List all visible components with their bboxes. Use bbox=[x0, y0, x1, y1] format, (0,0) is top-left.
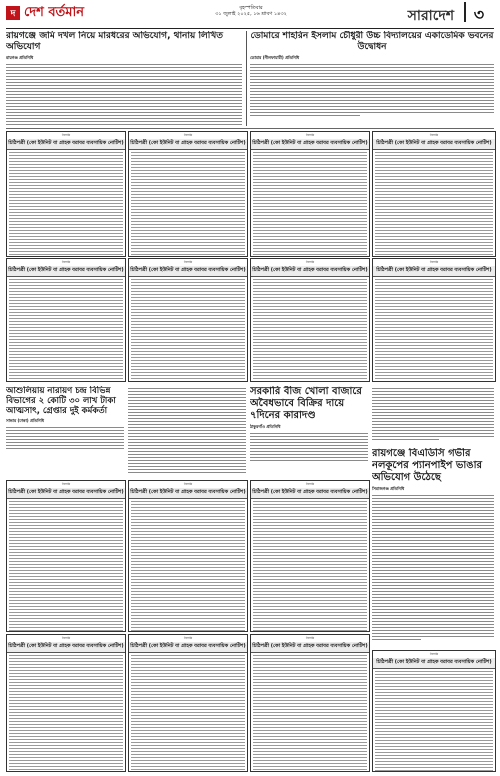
section-rule bbox=[6, 128, 494, 129]
notice-tag: নিলামি bbox=[61, 482, 71, 486]
notice-tag: নিলামি bbox=[183, 260, 193, 264]
masthead-rule bbox=[6, 28, 494, 29]
story-byline: সাভার (ঢাকা) প্রতিনিধি bbox=[6, 418, 45, 423]
notice-tag: নিলামি bbox=[305, 482, 315, 486]
legal-notice bbox=[372, 258, 496, 382]
masthead bbox=[6, 4, 494, 26]
story-school-building bbox=[250, 31, 494, 126]
story-headline: ডোমারে শাহরিন ইসলাম চৌধুরী উচ্চ বিদ্যালয়ের একাডেমিক ভবনের উদ্বোধন bbox=[250, 31, 494, 52]
legal-notice bbox=[250, 258, 370, 382]
legal-notice bbox=[128, 634, 248, 772]
story-body-continued bbox=[372, 386, 494, 442]
story-body bbox=[372, 388, 494, 440]
notice-tag: নিলামি bbox=[183, 636, 193, 640]
legal-notice bbox=[6, 480, 126, 632]
legal-notice bbox=[128, 131, 248, 257]
story-body-continued bbox=[128, 386, 246, 476]
issue-date-block bbox=[196, 5, 306, 17]
notice-title: চিঠিপত্রী (কো ইউনিট বা গ্রাহক বরাবর ব্যবসায়িক নোটিশ) bbox=[251, 266, 369, 277]
story-body bbox=[128, 388, 246, 473]
notice-tag: নিলামি bbox=[61, 260, 71, 264]
legal-notice bbox=[250, 480, 370, 632]
section-title: সারাদেশ bbox=[407, 8, 454, 24]
notice-title: চিঠিপত্রী (কো ইউনিট বা গ্রাহক বরাবর ব্যবসায়িক নোটিশ) bbox=[129, 642, 247, 653]
story-body bbox=[250, 433, 368, 461]
notice-title: চিঠিপত্রী (কো ইউনিট বা গ্রাহক বরাবর ব্যবসায়িক নোটিশ) bbox=[251, 642, 369, 653]
legal-notice bbox=[6, 258, 126, 382]
issue-day: বৃহস্পতিবার bbox=[239, 5, 263, 11]
notice-title: চিঠিপত্রী (কো ইউনিট বা গ্রাহক বরাবর ব্যবসায়িক নোটিশ) bbox=[129, 139, 247, 150]
notice-tag: নিলামি bbox=[183, 133, 193, 137]
story-headline: রায়গঞ্জে জমি দখল নিয়ে মারধরের অভিযোগ, থানায় লিখিত অভিযোগ bbox=[6, 31, 223, 52]
notice-tag: নিলামি bbox=[183, 482, 193, 486]
legal-notice bbox=[250, 131, 370, 257]
legal-notice bbox=[372, 650, 496, 772]
notice-tag: নিলামি bbox=[305, 260, 315, 264]
page-number: ৩ bbox=[464, 2, 492, 22]
story-embezzlement bbox=[6, 386, 124, 476]
story-land-dispute bbox=[6, 31, 242, 126]
legal-notice bbox=[128, 480, 248, 632]
story-body bbox=[6, 427, 124, 449]
notice-title: চিঠিপত্রী (কো ইউনিট বা গ্রাহক বরাবর ব্যবসায়িক নোটিশ) bbox=[129, 488, 247, 499]
newspaper-logo bbox=[6, 4, 84, 22]
logo-text: দেশ বর্তমান bbox=[24, 4, 85, 20]
notice-title: চিঠিপত্রী (কো ইউনিট বা গ্রাহক বরাবর ব্যবসায়িক নোটিশ) bbox=[251, 488, 369, 499]
notice-title: চিঠিপত্রী (কো ইউনিট বা গ্রাহক বরাবর ব্যবসায়িক নোটিশ) bbox=[373, 139, 495, 150]
notice-title: চিঠিপত্রী (কো ইউনিট বা গ্রাহক বরাবর ব্যবসায়িক নোটিশ) bbox=[7, 139, 125, 150]
story-byline: সিরাজগঞ্জ প্রতিনিধি bbox=[372, 486, 405, 491]
notice-tag: নিলামি bbox=[429, 133, 439, 137]
issue-date: ৩১ জুলাই ২০২৫, ১৬ শ্রাবণ ১৪৩২ bbox=[215, 11, 287, 17]
notice-title: চিঠিপত্রী (কো ইউনিট বা গ্রাহক বরাবর ব্যবসায়িক নোটিশ) bbox=[251, 139, 369, 150]
notice-title: চিঠিপত্রী (কো ইউনিট বা গ্রাহক বরাবর ব্যবসায়িক নোটিশ) bbox=[129, 266, 247, 277]
story-byline: ঠাকুরগাঁও প্রতিনিধি bbox=[250, 424, 281, 429]
notice-title: চিঠিপত্রী (কো ইউনিট বা গ্রাহক বরাবর ব্যবসায়িক নোটিশ) bbox=[7, 642, 125, 653]
notice-title: চিঠিপত্রী (কো ইউনিট বা গ্রাহক বরাবর ব্যবসায়িক নোটিশ) bbox=[373, 658, 495, 669]
legal-notice bbox=[6, 131, 126, 257]
story-body bbox=[6, 64, 242, 126]
notice-tag: নিলামি bbox=[429, 652, 439, 656]
column-divider bbox=[246, 31, 247, 126]
story-byline: রায়গঞ্জ প্রতিনিধি bbox=[6, 55, 34, 60]
story-headline: সরকারি বীজ খোলা বাজারে অবৈধভাবে বিক্রির দায়ে ৭দিনের কারাদণ্ড bbox=[250, 386, 362, 421]
story-body bbox=[372, 495, 494, 640]
story-headline: রায়গঞ্জে বিএডিসি গভীর নলকূপের প্যানপাইপ ভাঙার অভিযোগ উঠেছে bbox=[372, 448, 483, 483]
story-seed-sale bbox=[250, 386, 368, 476]
story-body bbox=[250, 64, 494, 116]
notice-tag: নিলামি bbox=[61, 133, 71, 137]
notice-title: চিঠিপত্রী (কো ইউনিট বা গ্রাহক বরাবর ব্যবসায়িক নোটিশ) bbox=[373, 266, 495, 277]
story-headline: আশুলিয়ায় নারায়ণ চন্দ্র বিভিন্ন বিভাগের ২ কোটি ৩০ লাখ টাকা আত্মসাৎ, গ্রেপ্তার দুই কর্মকর্তা bbox=[6, 386, 116, 416]
story-tubewell bbox=[372, 448, 494, 646]
legal-notice bbox=[6, 634, 126, 772]
legal-notice bbox=[250, 634, 370, 772]
notice-tag: নিলামি bbox=[429, 260, 439, 264]
story-byline: ডোমার (নীলফামারী) প্রতিনিধি bbox=[250, 55, 300, 60]
logo-mark-icon: দ bbox=[6, 6, 20, 20]
notice-tag: নিলামি bbox=[61, 636, 71, 640]
legal-notice bbox=[128, 258, 248, 382]
notice-tag: নিলামি bbox=[305, 133, 315, 137]
legal-notice bbox=[372, 131, 496, 257]
notice-title: চিঠিপত্রী (কো ইউনিট বা গ্রাহক বরাবর ব্যবসায়িক নোটিশ) bbox=[7, 266, 125, 277]
notice-tag: নিলামি bbox=[305, 636, 315, 640]
notice-title: চিঠিপত্রী (কো ইউনিট বা গ্রাহক বরাবর ব্যবসায়িক নোটিশ) bbox=[7, 488, 125, 499]
